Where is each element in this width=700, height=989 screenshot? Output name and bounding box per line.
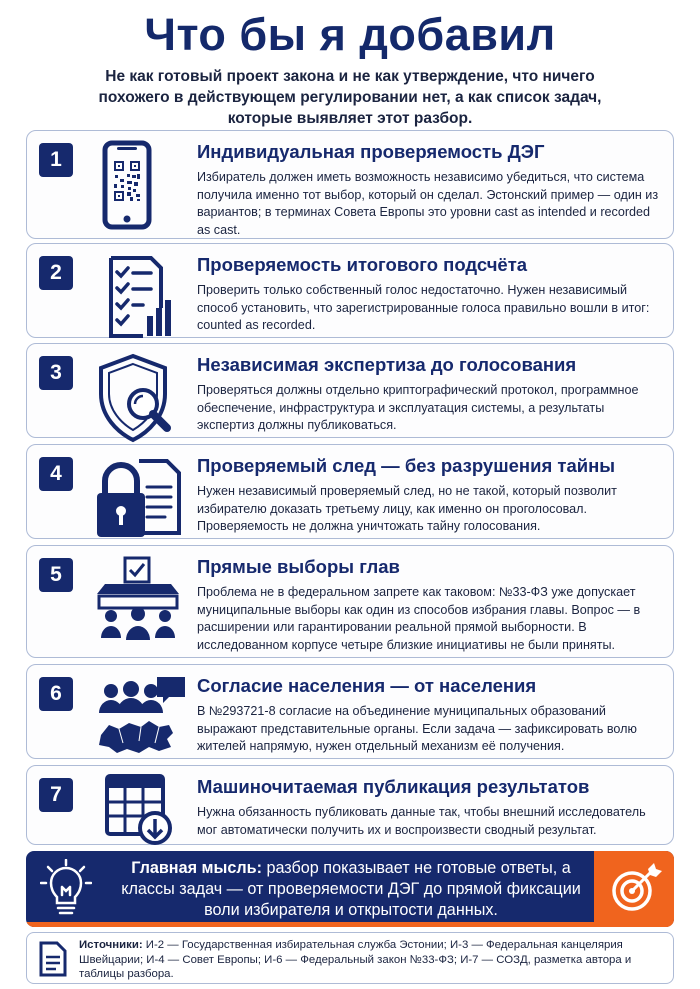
item-title: Независимая экспертиза до голосования (197, 354, 577, 375)
item-card-6 (26, 664, 674, 759)
item-card-2 (26, 243, 674, 338)
page-title: Что бы я добавил (144, 9, 556, 60)
item-card-4 (26, 444, 674, 539)
item-title: Индивидуальная проверяемость ДЭГ (197, 141, 545, 162)
sources-body: И-2 — Государственная избирательная служба Эстонии; И-3 — Федеральная канцелярия Швейцарии; И-4 — Совет Европы; И-6 — Федеральный закон №33-ФЗ; И-7 — СОЗД, разметка автора и таблицы разбора. (79, 939, 632, 980)
item-title: Проверяемость итогового подсчёта (197, 254, 528, 275)
item-text: Проверяться должны отдельно криптографический протокол, программное обеспечение, инфраструктура и эксплуатация системы, а результаты экспертиз должны публиковаться. (197, 383, 639, 433)
item-title: Машиночитаемая публикация результатов (197, 776, 590, 797)
item-card-7 (26, 765, 674, 845)
item-text: Избиратель должен иметь возможность независимо убедиться, что система получила именно тот выбор, который он сделал. Эстонский пример — один из вариантов; в терминах Совета Европы это уровни cast as intended и recorded as cast. (197, 170, 659, 237)
item-text: В №293721-8 согласие на объединение муниципальных образований выражают представительные органы. Если задача — зафиксировать волю жителей напрямую, нужен отдельный механизм её получения. (197, 704, 637, 754)
main-idea-banner (26, 851, 674, 927)
lock-document-icon (83, 453, 191, 545)
item-text: Нужна обязанность публиковать данные так, чтобы внешний исследователь мог автоматически получить их и воспроизвести сводный результат. (197, 805, 646, 837)
main-idea-body: разбор показывает не готовые ответы, а классы задач — от проверяемости ДЭГ до прямой фиксации воли избирателя и открытости данных. (121, 859, 581, 919)
main-idea-text (106, 858, 596, 921)
item-card-1 (26, 130, 674, 239)
sources-text (79, 938, 664, 982)
item-number: 6 (39, 677, 73, 711)
table-download-icon (83, 774, 191, 846)
sources-box (26, 932, 674, 984)
checklist-chart-icon (83, 252, 191, 344)
item-card-3 (26, 343, 674, 438)
item-number: 1 (39, 143, 73, 177)
item-text: Проверить только собственный голос недостаточно. Нужен независимый способ установить, что зарегистрированные голоса правильно вошли в итог: counted as recorded. (197, 283, 650, 333)
item-text: Нужен независимый проверяемый след, но не такой, который позволит избирателю доказать третьему лицу, как именно он проголосовал. Проверяемость не должна уничтожать тайну голосования. (197, 484, 617, 534)
item-title: Проверяемый след — без разрушения тайны (197, 455, 616, 476)
page-subtitle: Не как готовый проект закона и не как утверждение, что ничего похожего в действующем регулировании нет, а как список задач, которые выявляет этот разбор. (98, 68, 602, 127)
target-icon (594, 851, 674, 927)
item-number: 3 (39, 356, 73, 390)
people-map-icon (83, 673, 191, 765)
document-icon (37, 941, 69, 977)
shield-magnifier-icon (83, 352, 191, 444)
item-number: 5 (39, 558, 73, 592)
lightbulb-icon (40, 859, 92, 919)
item-number: 2 (39, 256, 73, 290)
item-title: Прямые выборы глав (197, 556, 400, 577)
item-title: Согласие населения — от населения (197, 675, 537, 696)
item-card-5 (26, 545, 674, 658)
item-number: 7 (39, 778, 73, 812)
phone-qr-icon (83, 139, 191, 231)
item-number: 4 (39, 457, 73, 491)
target-panel (594, 851, 674, 927)
item-text: Проблема не в федеральном запрете как таковом: №33-ФЗ уже допускает муниципальные выборы как один из способов избрания главы. Вопрос — в расширении или гарантировании реальной прямой выборности. В исследованном корпусе четыре близкие инициативы не были приняты. (197, 585, 641, 652)
main-idea-label: Главная мысль: (131, 859, 262, 877)
accent-bar (26, 922, 674, 927)
ballot-box-icon (83, 554, 191, 646)
sources-label: Источники: (79, 939, 143, 951)
